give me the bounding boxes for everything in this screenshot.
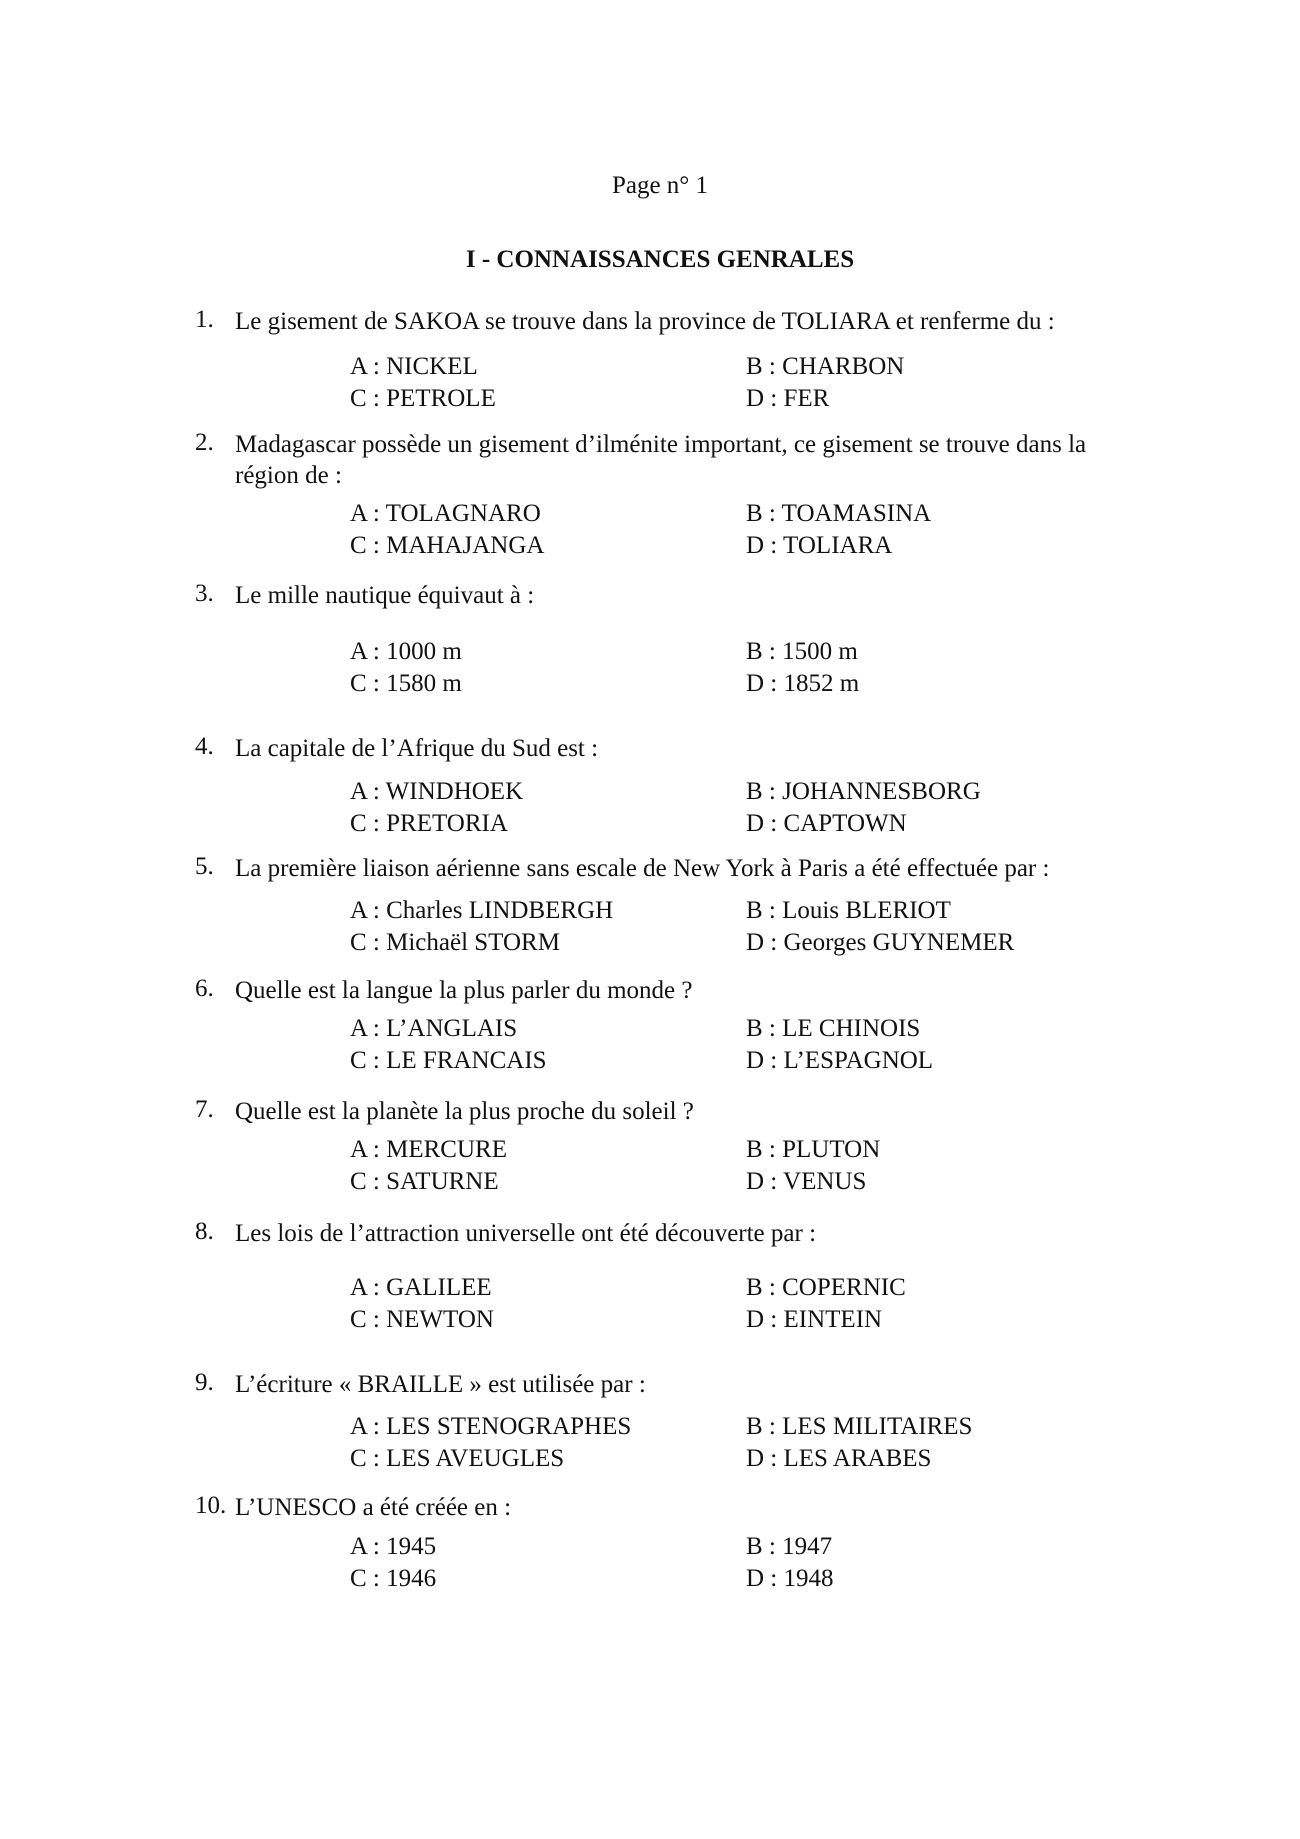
question-text: Madagascar possède un gisement d’ilménite important, ce gisement se trouve dans la région de : (235, 431, 1087, 489)
option-b: B : CHARBON (746, 353, 905, 380)
options-5 (350, 897, 1050, 961)
option-c: C : Michaël STORM (350, 929, 560, 956)
option-b: B : LE CHINOIS (746, 1015, 921, 1042)
question-5 (195, 853, 1135, 884)
question-text: La première liaison aérienne sans escale de New York à Paris a été effectuée par : (235, 855, 1050, 882)
option-d: D : L’ESPAGNOL (746, 1047, 934, 1074)
question-9 (195, 1369, 1135, 1400)
question-text: Le gisement de SAKOA se trouve dans la province de TOLIARA et renferme du : (235, 308, 1055, 335)
option-d: D : VENUS (746, 1168, 867, 1195)
options-10 (350, 1533, 1050, 1597)
option-a: A : NICKEL (350, 353, 478, 380)
question-text: Le mille nautique équivaut à : (235, 582, 535, 609)
option-a: A : GALILEE (350, 1274, 492, 1301)
option-c: C : 1580 m (350, 670, 462, 697)
option-b: B : JOHANNESBORG (746, 778, 981, 805)
option-a: A : MERCURE (350, 1136, 507, 1163)
option-b: B : PLUTON (746, 1136, 881, 1163)
question-text: Quelle est la planète la plus proche du soleil ? (235, 1098, 694, 1125)
options-4 (350, 778, 1050, 842)
question-2 (195, 429, 1135, 491)
option-d: D : LES ARABES (746, 1445, 932, 1472)
option-c: C : 1946 (350, 1565, 437, 1592)
option-c: C : LES AVEUGLES (350, 1445, 565, 1472)
question-3 (195, 580, 1135, 611)
option-c: C : LE FRANCAIS (350, 1047, 547, 1074)
option-d: D : EINTEIN (746, 1306, 883, 1333)
question-number: 9. (195, 1369, 214, 1396)
question-number: 10. (195, 1492, 227, 1519)
option-d: D : 1852 m (746, 670, 860, 697)
option-d: D : FER (746, 385, 830, 412)
question-number: 6. (195, 975, 214, 1002)
option-d: D : CAPTOWN (746, 810, 907, 837)
question-text: La capitale de l’Afrique du Sud est : (235, 735, 599, 762)
option-b: B : TOAMASINA (746, 500, 932, 527)
question-text: Quelle est la langue la plus parler du monde ? (235, 977, 693, 1004)
question-text: L’écriture « BRAILLE » est utilisée par : (235, 1371, 646, 1398)
option-a: A : 1945 (350, 1533, 437, 1560)
option-d: D : 1948 (746, 1565, 834, 1592)
option-a: A : L’ANGLAIS (350, 1015, 518, 1042)
option-c: C : SATURNE (350, 1168, 499, 1195)
question-10 (195, 1492, 1135, 1523)
option-b: B : COPERNIC (746, 1274, 906, 1301)
option-b: B : 1500 m (746, 638, 858, 665)
question-number: 1. (195, 306, 214, 333)
question-6 (195, 975, 1135, 1006)
options-6 (350, 1015, 1050, 1079)
option-a: A : LES STENOGRAPHES (350, 1413, 632, 1440)
option-b: B : LES MILITAIRES (746, 1413, 973, 1440)
option-b: B : 1947 (746, 1533, 833, 1560)
option-c: C : PRETORIA (350, 810, 508, 837)
options-8 (350, 1274, 1050, 1338)
options-3 (350, 638, 1050, 702)
option-a: A : WINDHOEK (350, 778, 524, 805)
option-d: D : Georges GUYNEMER (746, 929, 1015, 956)
question-7 (195, 1096, 1135, 1127)
option-d: D : TOLIARA (746, 532, 893, 559)
question-number: 7. (195, 1096, 214, 1123)
question-8 (195, 1218, 1135, 1249)
question-1 (195, 306, 1135, 337)
option-c: C : PETROLE (350, 385, 496, 412)
section-title: I - CONNAISSANCES GENRALES (465, 246, 855, 273)
option-a: A : TOLAGNARO (350, 500, 541, 527)
option-a: A : 1000 m (350, 638, 462, 665)
question-number: 8. (195, 1218, 214, 1245)
options-1 (350, 353, 1050, 417)
option-b: B : Louis BLERIOT (746, 897, 951, 924)
question-text: L’UNESCO a été créée en : (235, 1494, 512, 1521)
question-4 (195, 733, 1135, 764)
options-2 (350, 500, 1050, 564)
option-c: C : MAHAJANGA (350, 532, 545, 559)
page-number: Page n° 1 (611, 172, 709, 199)
option-a: A : Charles LINDBERGH (350, 897, 614, 924)
question-number: 3. (195, 580, 214, 607)
options-7 (350, 1136, 1050, 1200)
question-number: 4. (195, 733, 214, 760)
question-number: 2. (195, 429, 214, 456)
question-text: Les lois de l’attraction universelle ont été découverte par : (235, 1220, 817, 1247)
option-c: C : NEWTON (350, 1306, 494, 1333)
question-number: 5. (195, 853, 214, 880)
options-9 (350, 1413, 1050, 1477)
